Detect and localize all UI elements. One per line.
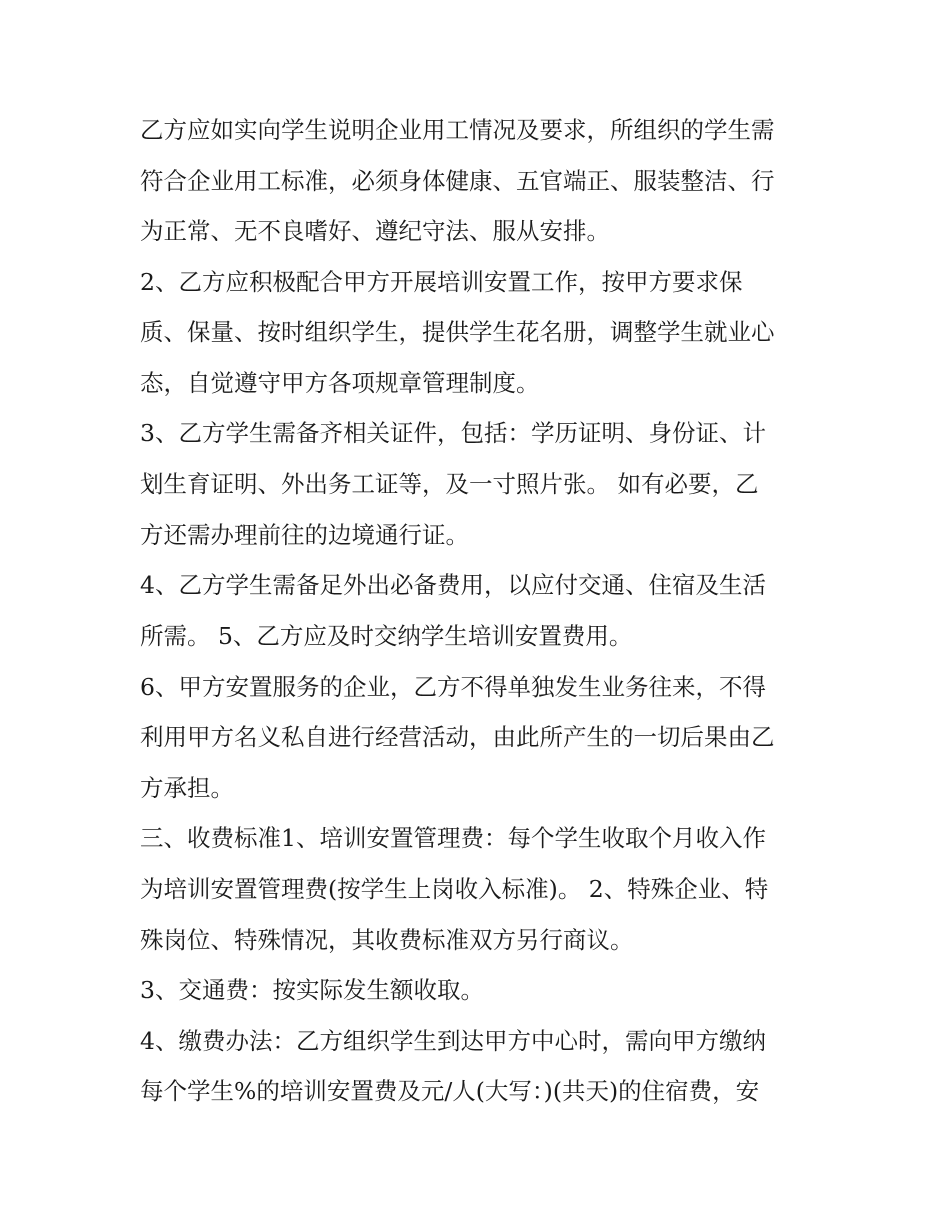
text-line: 2、乙方应积极配合甲方开展培训安置工作，按甲方要求保 [140,268,743,296]
text-line: 乙方应如实向学生说明企业用工情况及要求，所组织的学生需 [140,116,775,144]
text-line: 利用甲方名义私自进行经营活动，由此所产生的一切后果由乙 [140,723,775,751]
text-line: 符合企业用工标准，必须身体健康、五官端正、服装整洁、行 [140,167,775,195]
text-line: 殊岗位、特殊情况，其收费标准双方另行商议。 [140,926,634,954]
text-line: 3、交通费：按实际发生额收取。 [140,976,484,1004]
text-line: 3、乙方学生需备齐相关证件，包括：学历证明、身份证、计 [140,419,766,447]
text-line: 为培训安置管理费(按学生上岗收入标准)。 2、特殊企业、特 [140,875,769,903]
text-line: 为正常、无不良嗜好、遵纪守法、服从安排。 [140,217,610,245]
text-line: 质、保量、按时组织学生，提供学生花名册，调整学生就业心 [140,318,775,346]
text-line: 每个学生%的培训安置费及元/人(大写：)(共天)的住宿费，安 [140,1077,760,1105]
text-line: 4、缴费办法：乙方组织学生到达甲方中心时，需向甲方缴纳 [140,1027,766,1055]
text-line: 划生育证明、外出务工证等，及一寸照片张。 如有必要，乙 [140,470,759,498]
text-line: 4、乙方学生需备足外出必备费用，以应付交通、住宿及生活 [140,571,766,599]
text-line: 所需。 5、乙方应及时交纳学生培训安置费用。 [140,622,633,650]
text-line: 态，自觉遵守甲方各项规章管理制度。 [140,369,540,397]
text-line: 方承担。 [140,774,234,802]
text-line: 三、收费标准1、培训安置管理费：每个学生收取个月收入作 [140,824,766,852]
text-line: 方还需办理前往的边境通行证。 [140,521,469,549]
text-line: 6、甲方安置服务的企业，乙方不得单独发生业务往来，不得 [140,673,766,701]
